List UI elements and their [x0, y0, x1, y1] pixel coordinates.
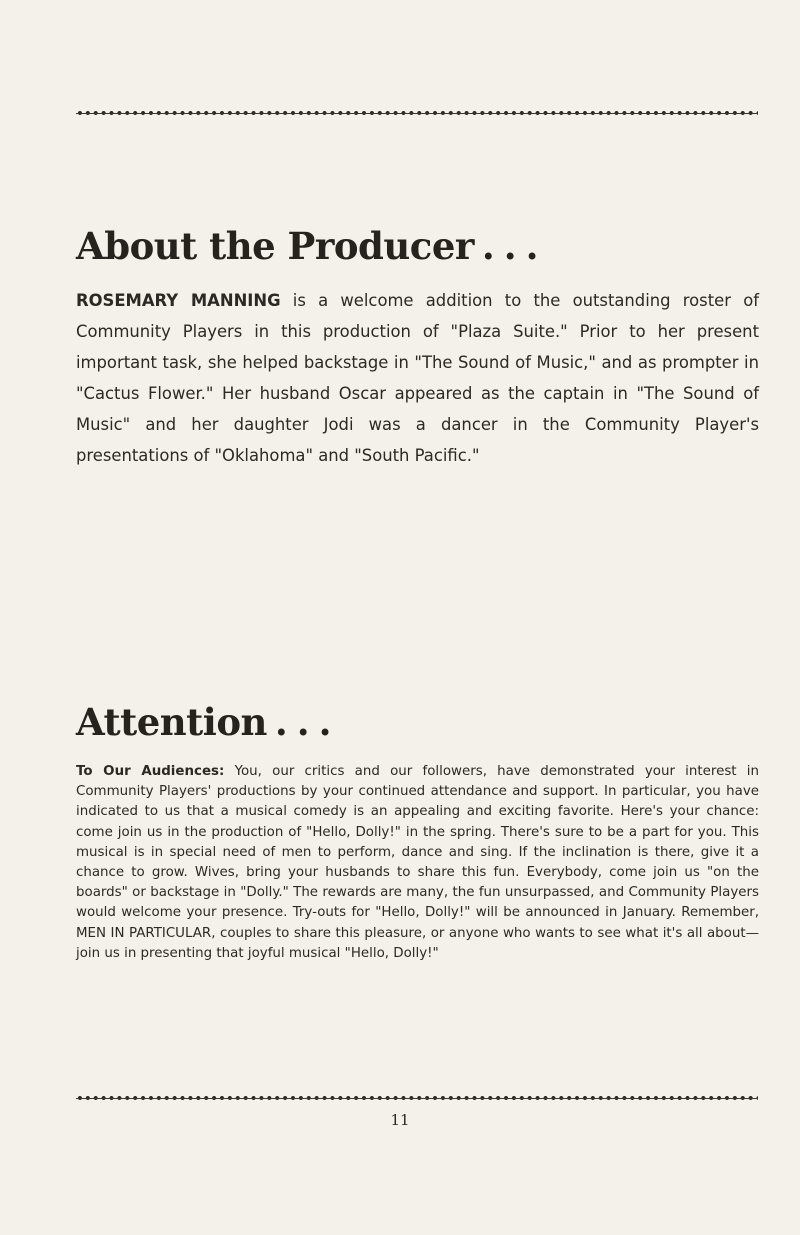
- producer-heading-ellipsis: ...: [481, 224, 548, 268]
- attention-paragraph: [76, 762, 759, 964]
- producer-body: is a welcome addition to the outstanding roster of Community Players in this production of "Plaza Suite." Prior to her present important task, she helped backstage in "The Sound of Music," and as prompter in "Cactus Flower." Her husband Oscar appeared as the captain in "The Sound of Music" and her daughter Jodi was a dancer in the Community Player's presentations of "Oklahoma" and "South Pacific.": [76, 291, 759, 465]
- attention-heading-text: Attention: [76, 700, 267, 744]
- producer-heading: [76, 224, 548, 268]
- producer-paragraph: [76, 285, 759, 471]
- attention-heading-ellipsis: ...: [274, 700, 341, 744]
- page-number: 11: [390, 1111, 410, 1129]
- producer-name: ROSEMARY MANNING: [76, 291, 281, 310]
- bottom-dotted-rule: [76, 1095, 758, 1101]
- producer-heading-text: About the Producer: [76, 224, 474, 268]
- attention-lead: To Our Audiences:: [76, 764, 225, 779]
- attention-body: You, our critics and our followers, have demonstrated your interest in Community Players' productions by your continued attendance and support. In particular, you have indicated to us that a musical comedy is an appealing and exciting favorite. Here's your chance: come join us in the production of "Hello, Dolly!" in the spring. There's sure to be a part for you. This musical is in special need of men to perform, dance and sing. If the inclination is there, give it a chance to grow. Wives, bring your husbands to share this fun. Everybody, come join us "on the boards" or backstage in "Dolly." The rewards are many, the fun unsurpassed, and Community Players would welcome your presence. Try-outs for "Hello, Dolly!" will be announced in January. Remember, MEN IN PARTICULAR, couples to share this pleasure, or anyone who wants to see what it's all about—join us in presenting that joyful musical "Hello, Dolly!": [76, 764, 759, 961]
- attention-heading: [76, 700, 341, 744]
- top-dotted-rule: [76, 110, 758, 116]
